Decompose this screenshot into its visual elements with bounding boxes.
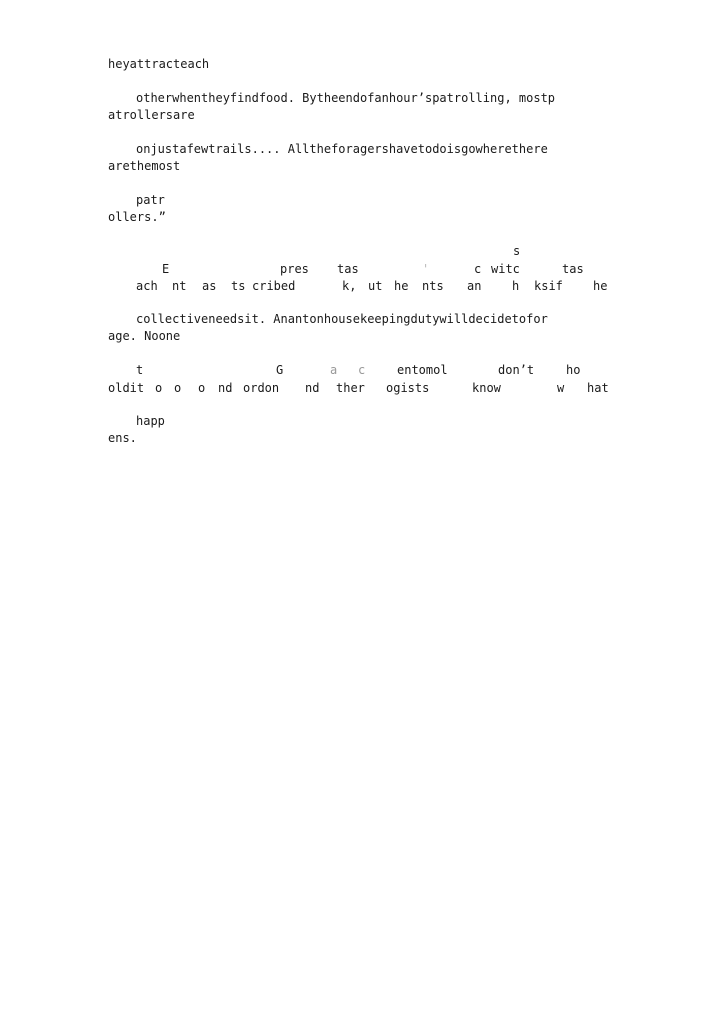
text-fragment: ksif <box>534 279 563 293</box>
text-fragment: as <box>202 279 217 293</box>
text-line: patr <box>136 193 165 207</box>
text-fragment: ther <box>336 381 365 395</box>
text-line: onjustafewtrails.... Alltheforagershavetodoisgowherethere <box>136 142 548 156</box>
text-fragment: c <box>474 262 482 276</box>
text-fragment: E <box>162 262 170 276</box>
text-line: ens. <box>108 431 137 445</box>
text-fragment: oldit <box>108 381 145 395</box>
text-fragment: know <box>472 381 501 395</box>
text-fragment: t <box>136 363 144 377</box>
text-fragment: ordon <box>243 381 280 395</box>
text-fragment: hat <box>587 381 609 395</box>
text-line: arethemost <box>108 159 181 173</box>
text-line: atrollersare <box>108 108 195 122</box>
text-fragment: tas <box>337 262 359 276</box>
text-fragment: k, <box>342 279 357 293</box>
text-fragment: s <box>513 244 521 258</box>
text-fragment: G <box>276 363 284 377</box>
text-fragment: nd <box>218 381 233 395</box>
text-line: ollers.” <box>108 210 166 224</box>
text-fragment: cribed <box>252 279 296 293</box>
text-fragment: an <box>467 279 482 293</box>
text-fragment: a <box>330 363 338 377</box>
text-fragment: w <box>557 381 565 395</box>
text-fragment: ogists <box>386 381 430 395</box>
text-fragment: he <box>593 279 608 293</box>
text-fragment: witc <box>491 262 520 276</box>
text-fragment: nts <box>422 279 444 293</box>
text-fragment: nt <box>172 279 187 293</box>
text-fragment: nd <box>305 381 320 395</box>
text-fragment: o <box>174 381 182 395</box>
text-line: otherwhentheyfindfood. Bytheendofanhour’spatrolling, mostp <box>136 91 556 105</box>
text-fragment: c <box>358 363 366 377</box>
text-fragment: ut <box>368 279 383 293</box>
text-fragment: pres <box>280 262 309 276</box>
text-line: happ <box>136 414 165 428</box>
text-fragment: ho <box>566 363 581 377</box>
text-fragment: ach <box>136 279 158 293</box>
text-line: age. Noone <box>108 329 181 343</box>
text-fragment: o <box>198 381 206 395</box>
text-fragment: entomol <box>397 363 448 377</box>
text-line: heyattracteach <box>108 57 210 71</box>
text-fragment: o <box>155 381 163 395</box>
text-fragment: h <box>512 279 520 293</box>
text-fragment: don’t <box>498 363 535 377</box>
text-fragment: he <box>394 279 409 293</box>
text-fragment: ts <box>231 279 246 293</box>
text-fragment: tas <box>562 262 584 276</box>
text-line: collectiveneedsit. Anantonhousekeepingdutywilldecidetofor <box>136 312 548 326</box>
text-fragment: ' <box>422 262 430 276</box>
